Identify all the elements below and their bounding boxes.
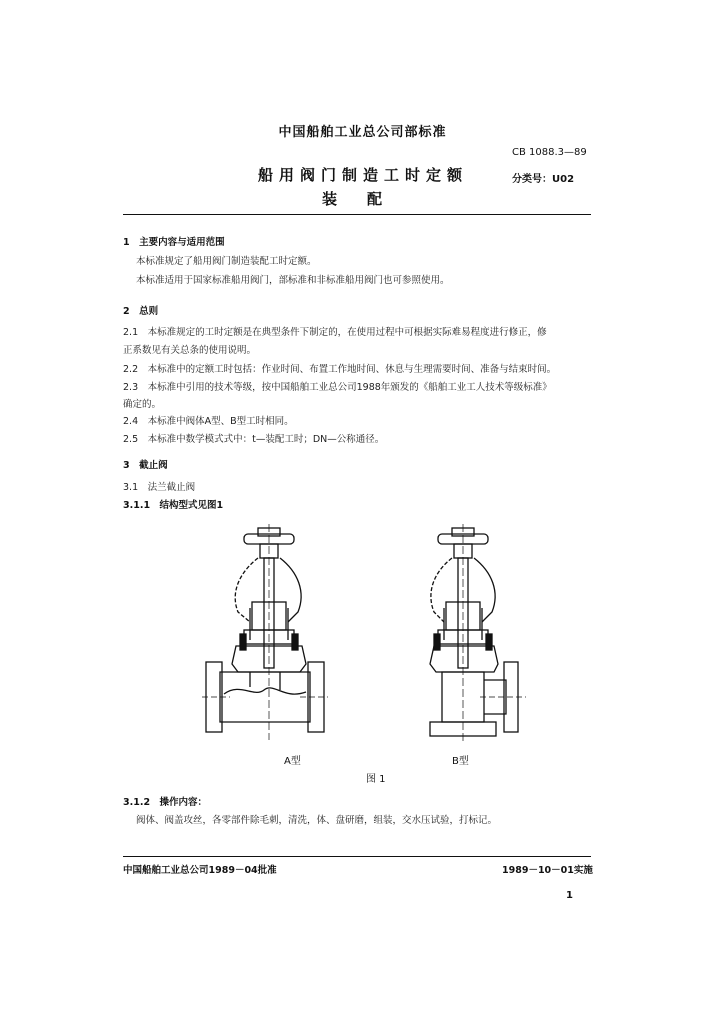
document-title: 船用阀门制造工时定额 [258, 166, 469, 184]
section-1-heading: 1 主要内容与适用范围 [123, 237, 225, 248]
clause-3-1-2: 3.1.2 操作内容： [123, 797, 208, 808]
clause-3-1: 3.1 法兰截止阀 [123, 482, 196, 493]
class-number: 分类号：U02 [512, 174, 575, 185]
clause-2-1: 2.1 本标准规定的工时定额是在典型条件下制定的，在使用过程中可根据实际难易程度进行修正，修 [123, 327, 547, 338]
clause-2-5: 2.5 本标准中数学模式式中：t—装配工时；DN—公称通径。 [123, 434, 385, 445]
section-3-heading: 3 截止阀 [123, 460, 168, 471]
clause-2-1-cont: 正系数见有关总条的使用说明。 [123, 345, 257, 356]
section-1-paragraph-2: 本标准适用于国家标准船用阀门，部标准和非标准船用阀门也可参照使用。 [136, 275, 450, 286]
organization-title: 中国船舶工业总公司部标准 [278, 125, 447, 140]
clause-2-3: 2.3 本标准中引用的技术等级，按中国船舶工业总公司1988年颁发的《船舶工业工人技术等级标准》 [123, 382, 552, 393]
clause-2-2: 2.2 本标准中的定额工时包括：作业时间、布置工作地时间、休息与生理需要时间、准备与结束时间。 [123, 364, 557, 375]
page-number: 1 [566, 890, 573, 901]
approval-note: 中国船舶工业总公司1989－04批准 [123, 865, 277, 876]
clause-2-3-cont: 确定的。 [123, 399, 162, 410]
globe-valve-type-b-drawing [420, 522, 530, 748]
implementation-date: 1989－10－01实施 [502, 865, 593, 876]
clause-2-4: 2.4 本标准中阀体A型、B型工时相同。 [123, 416, 294, 427]
figure-label-b: B型 [452, 756, 469, 767]
figure-label-a: A型 [284, 756, 301, 767]
section-1-paragraph-1: 本标准规定了船用阀门制造装配工时定额。 [136, 256, 317, 267]
footer-rule [123, 856, 591, 857]
section-2-heading: 2 总则 [123, 306, 159, 317]
header-rule [123, 214, 591, 215]
clause-3-1-1: 3.1.1 结构型式见图1 [123, 500, 224, 511]
document-subtitle: 装配 [322, 190, 413, 208]
clause-3-1-2-text: 阀体、阀盖攻丝，各零部件除毛刺，清洗，体、盘研磨，组装，交水压试验，打标记。 [136, 815, 498, 826]
figure-caption: 图 1 [366, 774, 386, 785]
globe-valve-type-a-drawing [200, 522, 330, 748]
standard-number: CB 1088.3—89 [512, 147, 587, 158]
